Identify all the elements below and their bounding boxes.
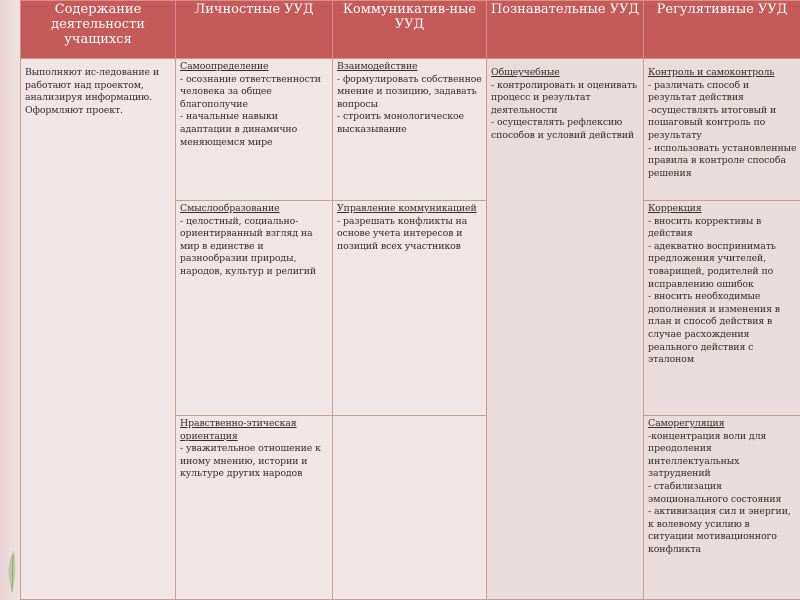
slide-left-edge: [0, 0, 14, 600]
communicative-title: Взаимодействие: [337, 61, 418, 72]
activity-cell: [21, 59, 176, 600]
header-communicative: Коммуникатив-ные УУД: [333, 1, 487, 59]
communicative-cell-empty: [333, 416, 487, 600]
regulative-cell-control: [644, 59, 800, 201]
regulative-body: -концентрация воли для преодоления интеллектуальных затруднений - стабилизация эмоционального состояния - активизация сил и энергии, к волевому усилию в ситуации мотивационного конфликта: [648, 430, 791, 555]
personal-body: - уважительное отношение к иному мнению, истории и культуре других народов: [180, 443, 321, 480]
regulative-title: Саморегуляция: [648, 418, 725, 429]
personal-body: - целостный, социально-ориентирванный взгляд на мир в единстве и разнообразии природы, народов, культур и религий: [180, 215, 317, 277]
table-row: [21, 59, 800, 201]
personal-body: - осознание ответственности человека за общее благополучие - начальные навыки адаптации в динамично меняющемся мире: [180, 73, 321, 148]
personal-cell-self-determination: [176, 59, 333, 201]
personal-cell-meaning: [176, 201, 333, 416]
regulative-title: Контроль и самоконтроль: [648, 67, 775, 78]
cognitive-title: Общеучебные: [491, 67, 560, 78]
personal-title: Смыслообразование: [180, 203, 280, 214]
communicative-cell-management: [333, 201, 487, 416]
personal-title: Самоопределение: [180, 61, 269, 72]
regulative-title: Коррекция: [648, 203, 702, 214]
communicative-cell-interaction: [333, 59, 487, 201]
header-personal: Личностные УУД: [176, 1, 333, 59]
leaf-decoration-icon: [4, 548, 20, 592]
regulative-body: - вносить коррективы в действия - адекватно воспринимать предложения учителей, товарищей, родителей по исправлению ошибок - вносить необходимые дополнения и изменения в план и способ действия в случае расхождения реального действия с эталоном: [648, 215, 780, 366]
communicative-title: Управление коммуникацией: [337, 203, 477, 214]
regulative-cell-correction: [644, 201, 800, 416]
cognitive-cell: [487, 59, 644, 600]
header-activity: Содержание деятельности учащихся: [21, 1, 176, 59]
uud-table: [20, 0, 800, 600]
regulative-body: - различать способ и результат действия -осуществлять итоговый и пошаговый контроль по результату - использовать установленные правила в контроле способа решения: [648, 79, 797, 179]
personal-title: Нравственно-этическая ориентация: [180, 418, 297, 442]
activity-text: Выполняют ис-ледование и работают над проектом, анализируя информацию. Оформляют проект.: [25, 67, 160, 116]
regulative-cell-self-regulation: [644, 416, 800, 600]
cognitive-body: - контролировать и оценивать процесс и результат деятельности - осуществлять рефлексию способов и условий действий: [491, 79, 638, 141]
communicative-body: - разрешать конфликты на основе учета интересов и позиций всех участников: [337, 215, 468, 252]
header-regulative: Регулятивные УУД: [644, 1, 800, 59]
communicative-body: - формулировать собственное мнение и позицию, задавать вопросы - строить монологическое высказывание: [337, 73, 482, 135]
header-row: [21, 1, 800, 59]
header-cognitive: Познавательные УУД: [487, 1, 644, 59]
personal-cell-ethics: [176, 416, 333, 600]
